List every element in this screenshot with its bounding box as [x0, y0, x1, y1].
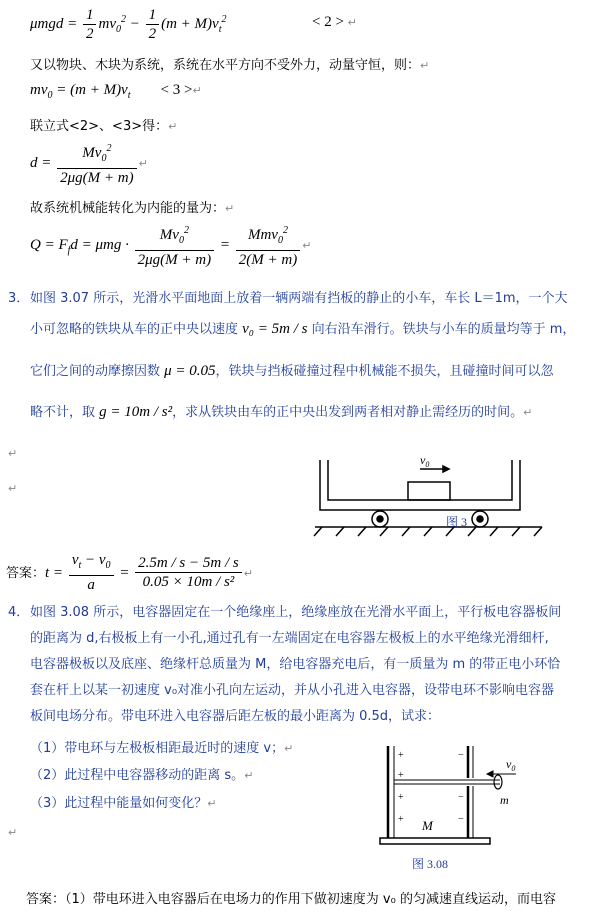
paragraph-mark: ↵ [8, 447, 18, 460]
answer3-frac1 [69, 551, 114, 594]
answer3-label: 答案： [6, 566, 46, 581]
eq2-sup: 2 [120, 13, 126, 25]
iron-block [408, 482, 450, 500]
svg-text:+: + [398, 770, 404, 781]
q4-sub1 [30, 737, 293, 756]
answer3-num1: $v_t - v_0$ [69, 551, 114, 576]
eq2-frac2-den: 2 [148, 26, 157, 42]
momentum-text: 又以物块、木块为系统，系统在水平方向不受外力，动量守恒，则： [30, 58, 421, 73]
q4-sub3 [30, 792, 217, 811]
q3-l2a: 小可忽略的铁块从车的正中央以速度 [30, 322, 243, 337]
eq2-term1: mv [98, 15, 116, 32]
paragraph-mark: ↵ [347, 16, 357, 29]
eqd-frac [57, 140, 136, 187]
eqq-mid: d = μmg · [70, 236, 133, 253]
svg-text:+: + [398, 814, 404, 825]
eq2-frac1-num: 1 [83, 6, 97, 25]
eqq-lhs: Q = F [30, 236, 68, 253]
figure-3-cart [310, 450, 545, 542]
energy-text: 故系统机械能转化为内能的量为： [30, 201, 226, 216]
paragraph-mark: ↵ [8, 826, 18, 839]
eq2-frac2 [146, 6, 160, 43]
eq3-sub0: 0 [47, 90, 53, 101]
charged-ring [494, 775, 502, 789]
paragraph-mark: ↵ [523, 406, 533, 419]
q3-line3 [30, 360, 554, 380]
fig308-M-label: M [422, 818, 433, 833]
q4-number [8, 601, 29, 620]
q4-line2 [30, 627, 549, 646]
eq2-sub0: 0 [115, 23, 121, 35]
eqd-num: $Mv_0^2$ [57, 140, 136, 169]
q3-line4 [30, 401, 532, 421]
q4-l4: 套在杆上以某一初速度 v₀对准小孔向左运动，并从小孔进入电容器，设带电环不影响电容器 [30, 683, 555, 698]
paragraph-mark: ↵ [8, 482, 18, 495]
paragraph-mark: ↵ [138, 156, 148, 170]
q3-num: 3． [8, 291, 30, 306]
eqd-den: 2μg(M + m) [60, 170, 134, 186]
q3-mu: μ = 0.05 [164, 363, 216, 379]
q3-l3a: 它们之间的动摩擦因数 [30, 364, 165, 379]
equation-3 [30, 82, 202, 101]
cart-outline [320, 460, 520, 510]
eqq-num1: $Mv_0^2$ [135, 222, 214, 251]
q3-l3b: ，铁块与挡板碰撞过程中机械能不损失，且碰撞时间可以忽 [215, 364, 554, 379]
eq2-frac1 [83, 6, 97, 43]
answer-3 [6, 551, 253, 594]
eqq-equals: = [216, 236, 234, 253]
momentum-line [30, 54, 429, 73]
fig308-m-label: m [500, 793, 509, 807]
equation-2-label [312, 14, 357, 31]
q4-l5: 板间电场分布。带电环进入电容器后距左板的最小距离为 0.5d，试求： [30, 709, 441, 724]
combine-line [30, 115, 177, 134]
svg-text:−: − [458, 814, 464, 825]
answer-4 [26, 888, 556, 907]
svg-text:+: + [398, 792, 404, 803]
q4-sub2 [30, 764, 253, 783]
svg-text:−: − [458, 792, 464, 803]
q3-line1 [30, 287, 568, 306]
paragraph-mark: ↵ [168, 120, 178, 133]
svg-text:−: − [458, 750, 464, 761]
q4-num: 4． [8, 605, 30, 620]
fig3-caption: 图 3 [446, 515, 468, 529]
eq3-term: mv [30, 82, 48, 98]
eq2-sup2: 2 [221, 13, 227, 25]
eq2-term2: (m + M)v [161, 15, 219, 32]
answer3-equals: = [115, 565, 134, 581]
paragraph-mark: ↵ [207, 797, 217, 810]
fig308-v0-label: $v_0$ [506, 757, 516, 773]
paragraph-mark: ↵ [420, 59, 430, 72]
eqq-frac2 [236, 222, 300, 269]
energy-line [30, 197, 234, 216]
eq3-subt: t [127, 90, 131, 101]
q4-s1: （1）带电环与左极板相距最近时的速度 v； [30, 741, 285, 756]
equation-q [30, 222, 311, 269]
q3-g: g = 10m / s² [99, 404, 173, 420]
q4-l1: 如图 3.08 所示，电容器固定在一个绝缘座上，绝缘座放在光滑水平面上，平行板电容器板间 [30, 605, 562, 620]
eqq-den2: 2(M + m) [238, 252, 298, 268]
answer3-frac2 [135, 554, 242, 591]
eq2-lhs: μmgd = [30, 15, 81, 32]
answer3-lhs: t = [45, 565, 67, 581]
answer3-den2: 0.05 × 10m / s² [142, 574, 235, 590]
eq2-minus: − [125, 15, 144, 32]
eqq-subf: f [67, 244, 71, 256]
eqd-lhs: d = [30, 154, 56, 171]
eq2-label: < 2 > [312, 14, 344, 30]
eqq-frac1 [135, 222, 214, 269]
q3-l2b: 向右沿车滑行。铁块与小车的质量均等于 m， [307, 322, 576, 337]
q4-l2: 的距离为 d,右极板上有一小孔,通过孔有一左端固定在电容器左极板上的水平绝缘光滑细杆, [30, 631, 549, 646]
q4-s2: （2）此过程中电容器移动的距离 s。 [30, 768, 245, 783]
eqd-num-text: Mv [82, 145, 102, 161]
q4-l3: 电容器极板以及底座、绝缘杆总质量为 M，给电容器充电后，有一质量为 m 的带正电小环恰 [30, 657, 561, 672]
q3-l1: 如图 3.07 所示，光滑水平面地面上放着一辆两端有挡板的静止的小车，车长 L＝1m，一个大 [30, 291, 568, 306]
q3-l4b: ，求从铁块由车的正中央出发到两者相对静止需经历的时间。 [172, 405, 524, 420]
eq3-label: < 3 > [160, 82, 193, 98]
svg-text:+: + [398, 750, 404, 761]
paragraph-mark: ↵ [284, 742, 294, 755]
equation-d [30, 140, 148, 187]
q3-line2 [30, 318, 575, 338]
insulating-base [380, 838, 490, 844]
q4-s3: （3）此过程中能量如何变化？ [30, 796, 208, 811]
answer3-den1: a [87, 577, 95, 593]
q3-l4a: 略不计，取 [30, 405, 100, 420]
paragraph-mark: ↵ [244, 769, 254, 782]
eqq-num2: Mmv$_0^2$ [236, 222, 300, 251]
equation-2 [30, 6, 227, 43]
q4-line5 [30, 705, 440, 724]
eq2-frac2-num: 1 [146, 6, 160, 25]
combine-text: 联立式<2>、<3>得： [30, 119, 169, 134]
eq2-frac1-den: 2 [85, 26, 94, 42]
answer4-text: 答案：（1）带电环进入电容器后在电场力的作用下做初速度为 v₀ 的匀减速直线运动，而电容 [26, 892, 556, 907]
q4-line3 [30, 653, 560, 672]
q3-number [8, 287, 29, 306]
eqq-den1: 2μg(M + m) [137, 252, 212, 268]
fig308-caption: 图 3.08 [412, 857, 449, 871]
answer3-num2: 2.5m / s − 5m / s [135, 554, 242, 573]
q4-line4 [30, 679, 554, 698]
eq3-rest: = (m + M)v [52, 82, 128, 98]
fig3-v0-label: $v_0$ [420, 453, 430, 469]
paragraph-mark: ↵ [243, 567, 253, 580]
paragraph-mark: ↵ [302, 238, 312, 252]
paragraph-mark: ↵ [225, 202, 235, 215]
eq2-subt: t [218, 23, 222, 35]
eqq-num1-text: Mv [159, 227, 179, 243]
q4-line1 [30, 601, 561, 620]
eqq-num2-text: Mmv [247, 227, 278, 243]
q3-velocity: v₀ = 5m / s [242, 321, 308, 337]
paragraph-mark: ↵ [192, 84, 202, 97]
figure-3-08-capacitor [372, 738, 532, 878]
